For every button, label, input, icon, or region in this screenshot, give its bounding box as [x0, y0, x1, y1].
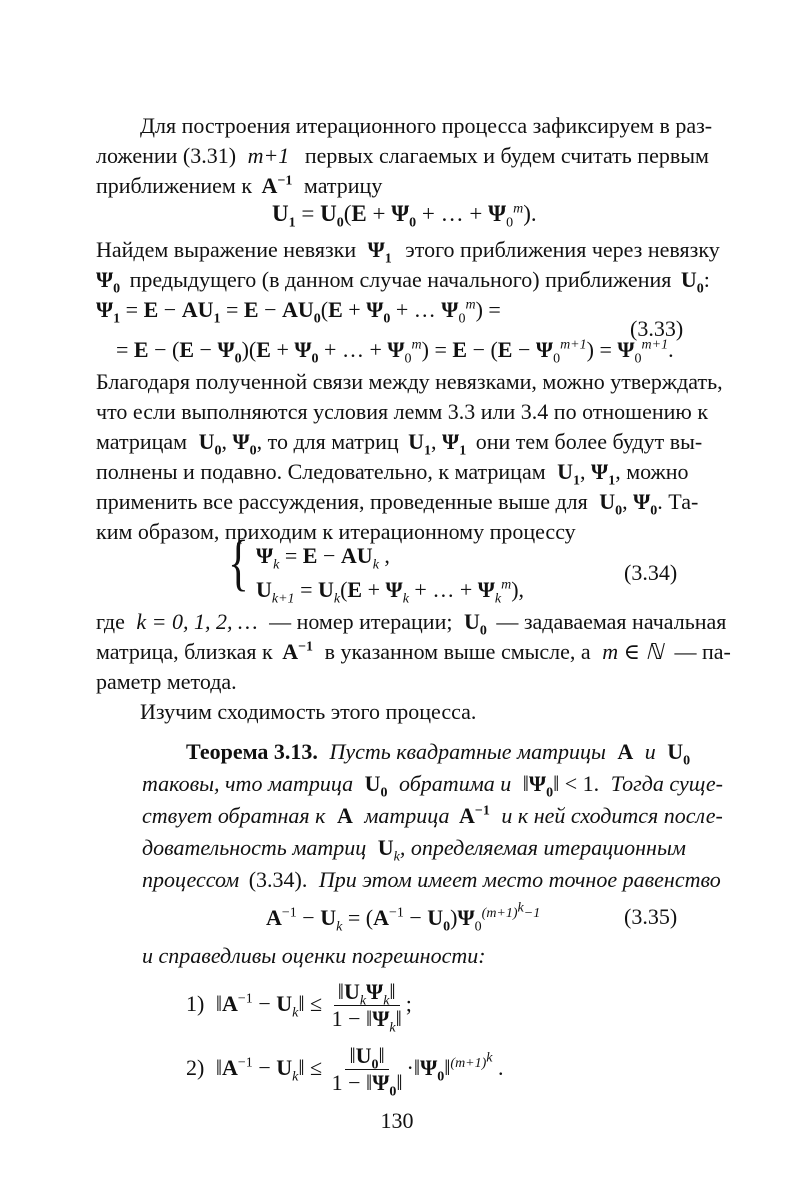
para4-line3: раметр метода.: [96, 669, 237, 694]
equation-number-3-34: (3.34): [624, 560, 678, 585]
para3-line1: Благодаря полученной связи между невязками, можно утверждать,: [96, 369, 723, 394]
page-number: 130: [380, 1108, 414, 1133]
system-brace: {: [228, 529, 249, 597]
eq-3-33-line2: = $E - (E - \Psi_0)(E + \Psi_0$ + … + $\Psi_0^m) = E - (E - \Psi_0^{m+1}) = \Psi_0^{m+1}$.: [116, 337, 674, 367]
para3-line2: что если выполняются условия лемм 3.3 или 3.4 по отношению к: [96, 399, 709, 424]
para3-line5: применить все рассуждения, проведенные выше для $U_0$, $\Psi_0$. Та-: [96, 489, 699, 519]
estimate-2: 2) $‖A^{-1}$ − $U_k‖$ ≤ $\frac{‖U_0‖}{1 - ‖\Psi_0‖}$ $\cdot‖\Psi_0‖^{(m+1)^k}$ .: [186, 1043, 504, 1100]
para4-line1: где k = 0, 1, 2, … — номер итерации; $U_0$ — задаваемая начальная: [96, 609, 727, 639]
para3-line4: полнены и подавно. Следовательно, к матрицам $U_1$, $\Psi_1$, можно: [96, 459, 689, 489]
equation-number-3-33: (3.33): [630, 316, 684, 341]
para3-line6: ким образом, приходим к итерационному процессу: [96, 519, 576, 544]
estimate-2-fraction: $\frac{‖U_0‖}{1 - ‖\Psi_0‖}$: [331, 1043, 403, 1100]
theorem-line4: довательность матриц $U_k$, определяемая итерационным: [142, 835, 686, 865]
theorem-line6: и справедливы оценки погрешности:: [142, 943, 486, 968]
equation-number-3-35: (3.35): [624, 904, 678, 929]
para4-line2: матрица, близкая к $A^{-1}$ в указанном выше смысле, а m ∈ ℕ — па-: [96, 639, 731, 664]
theorem-line3: ствует обратная к A матрица $A^{-1}$ и к ней сходится после-: [142, 803, 723, 828]
formula-u1: $U_1 = U_0(E + \Psi_0$ + … + $\Psi_0^m$).: [272, 201, 537, 231]
estimate-1: 1) $‖A^{-1}$ − $U_k‖$ ≤ $\frac{‖U_k\Psi_k‖}{1 - ‖\Psi_k‖}$ ;: [186, 979, 412, 1036]
theorem-line5: процессом (3.34). При этом имеет место точное равенство: [142, 867, 721, 892]
theorem-line2: таковы, что матрица $U_0$ обратима и $‖\Psi_0‖ < 1$. Тогда суще-: [142, 771, 723, 801]
estimate-1-fraction: $\frac{‖U_k\Psi_k‖}{1 - ‖\Psi_k‖}$: [331, 979, 402, 1036]
para1-line3: приближением к $A^{-1}$ матрицу: [96, 173, 383, 198]
theorem-label: Теорема 3.13.: [186, 739, 318, 764]
para4-line4: Изучим сходимость этого процесса.: [140, 699, 477, 724]
theorem-line1: Теорема 3.13. Пусть квадратные матрицы A и $U_0$: [186, 739, 691, 769]
eq-3-34-line1: $\Psi_k = E - AU_k$ ,: [256, 543, 390, 573]
eq-3-34-line2: $U_{k+1} = U_k(E + \Psi_k$ + … + $\Psi_k^m$),: [256, 577, 525, 607]
eq-3-33-line1: $\Psi_1 = E - AU_1 = E - AU_0(E + \Psi_0$ + … $\Psi_0^m$) =: [96, 297, 501, 327]
para2-line1: Найдем выражение невязки $\Psi_1$ этого приближения через невязку: [96, 237, 720, 267]
para1-line2: ложении (3.31) m+1 первых слагаемых и будем считать первым: [96, 143, 709, 168]
para1-line1: Для построения итерационного процесса зафиксируем в раз-: [140, 113, 713, 138]
eq-3-35: $A^{-1} - U_k = (A^{-1} - U_0)\Psi_0^{(m+1)^k-1}$: [266, 900, 541, 935]
para3-line3: матрицам $U_0$, $\Psi_0$, то для матриц $U_1$, $\Psi_1$ они тем более будут вы-: [96, 429, 703, 459]
para2-line2: $\Psi_0$ предыдущего (в данном случае начального) приближения $U_0$:: [96, 267, 710, 297]
